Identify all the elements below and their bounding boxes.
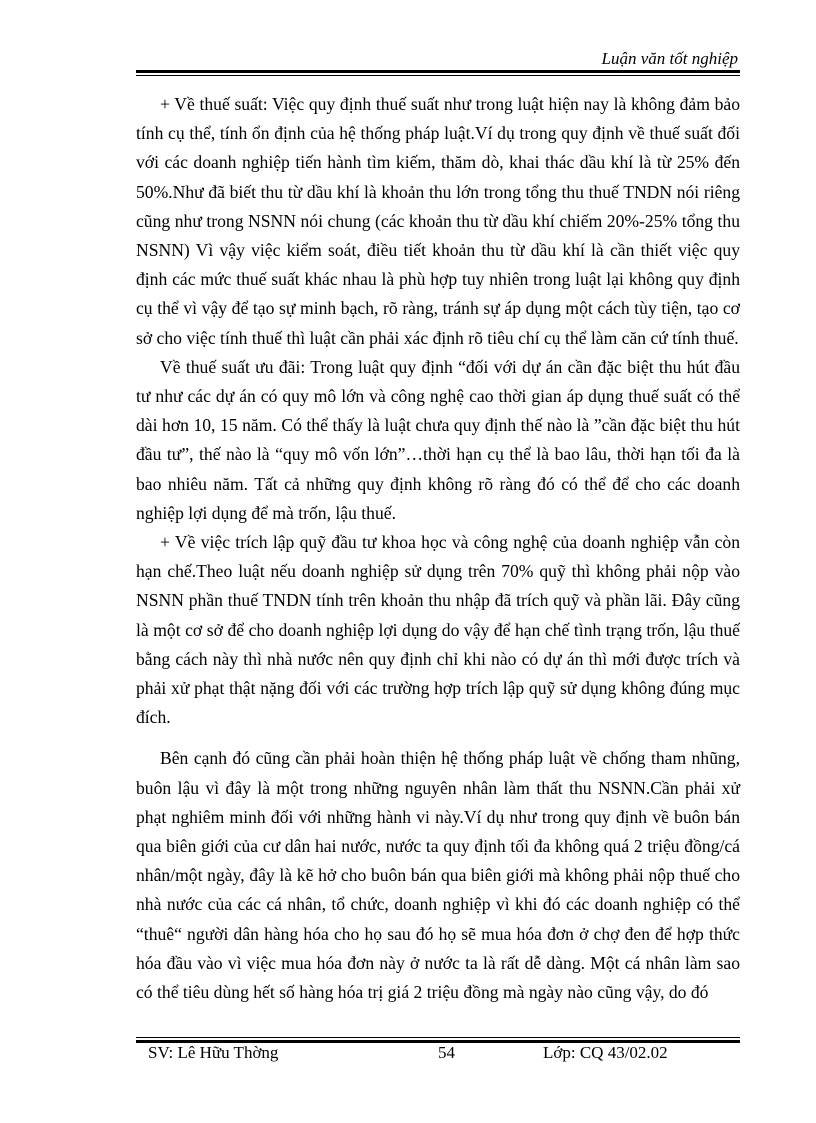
paragraph-preferential-rate: Về thuế suất ưu đãi: Trong luật quy định “đối với dự án cần đặc biệt thu hút đầu tư như các dự án có quy mô lớn và công nghệ cao thời gian áp dụng thuế suất có thể dài hơn 10, 15 năm. Có thể thấy là luật chưa quy định thế nào là ”cần đặc biệt thu hút đầu tư”, thế nào là “quy mô vốn lớn”…thời hạn cụ thể là bao lâu, thời hạn tối đa là bao nhiêu năm. Tất cả những quy định không rõ ràng đó có thể để cho các doanh nghiệp lợi dụng để mà trốn, lậu thuế. <box>136 356 740 523</box>
page-footer <box>136 1041 740 1065</box>
footer-class-label: Lớp: CQ 43/02.02 <box>543 1043 668 1062</box>
page-body <box>136 90 740 1007</box>
paragraph-anti-corruption: Bên cạnh đó cũng cần phải hoàn thiện hệ thống pháp luật về chống tham nhũng, buôn lậu vì đây là một trong những nguyên nhân làm thất thu NSNN.Cần phải xử phạt nghiêm minh đối với những hành vi này.Ví dụ như trong quy định về buôn bán qua biên giới của cư dân hai nước, nước ta quy định tối đa không quá 2 triệu đồng/cá nhân/một ngày, đây là kẽ hở cho buôn bán qua biên giới mà không phải nộp thuế cho nhà nước của các cá nhân, tổ chức, doanh nghiệp vì khi đó các doanh nghiệp có thể “thuê“ người dân hàng hóa cho họ sau đó họ sẽ mua hóa đơn ở chợ đen để hợp thức hóa đầu vào vì việc mua hóa đơn này ở nước ta là rất dễ dàng. Một cá nhân làm sao có thể tiêu dùng hết số hàng hóa trị giá 2 triệu đồng mà ngày nào cũng vậy, do đó <box>136 748 740 1003</box>
header-rule-thin <box>136 75 740 76</box>
paragraph-science-fund: + Về việc trích lập quỹ đầu tư khoa học và công nghệ của doanh nghiệp vẫn còn hạn chế.Theo luật nếu doanh nghiệp sử dụng trên 70% quỹ thì không phải nộp vào NSNN phần thuế TNDN tính trên khoản thu nhập đã trích quỹ và phần lãi. Đây cũng là một cơ sở để cho doanh nghiệp lợi dụng do vậy để hạn chế tình trạng trốn, lậu thuế bằng cách này thì nhà nước nên quy định chỉ khi nào có dự án thì mới được trích và phải xử phạt thật nặng đối với các trường hợp trích lập quỹ sử dụng không đúng mục đích. <box>136 532 740 728</box>
footer-student-name: SV: Lê Hữu Thờng <box>148 1043 279 1062</box>
header-rule-thick <box>136 70 740 73</box>
paragraph-tax-rate: + Về thuế suất: Việc quy định thuế suất như trong luật hiện nay là không đảm bảo tính cụ thể, tính ổn định của hệ thống pháp luật.Ví dụ trong quy định về thuế suất đối với các doanh nghiệp tiến hành tìm kiếm, thăm dò, khai thác dầu khí là từ 25% đến 50%.Như đã biết thu từ dầu khí là khoản thu lớn trong tổng thu thuế TNDN nói riêng cũng như trong NSNN nói chung (các khoản thu từ dầu khí chiếm 20%-25% tổng thu NSNN) Vì vậy việc kiểm soát, điều tiết khoản thu từ dầu khí là cần thiết việc quy định các mức thuế suất khác nhau là phù hợp tuy nhiên trong luật lại không quy định cụ thể vì vậy để tạo sự minh bạch, rõ ràng, tránh sự áp dụng một cách tùy tiện, tạo cơ sở cho việc tính thuế thì luật cần phải xác định rõ tiêu chí cụ thể làm căn cứ tính thuế. <box>136 94 740 348</box>
page-header <box>136 48 740 70</box>
footer-rule-thin <box>136 1037 740 1038</box>
page-number: 54 <box>438 1043 455 1062</box>
document-title: Luận văn tốt nghiệp <box>601 49 738 68</box>
